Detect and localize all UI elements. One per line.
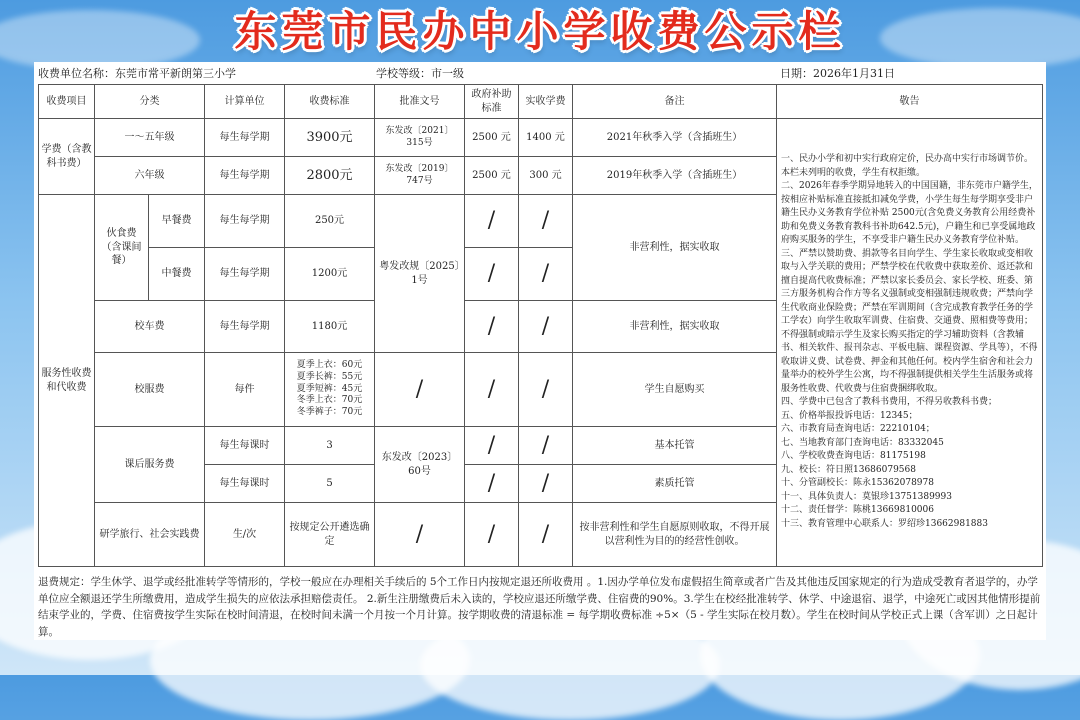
header-row <box>39 85 1043 119</box>
slash-mark: / <box>519 503 573 567</box>
slash-mark: / <box>375 503 465 567</box>
slash-mark: / <box>465 195 519 248</box>
table-row <box>39 119 1043 157</box>
school-grade: 学校等级：市一级 <box>376 67 464 80</box>
fee-unit: 每生每学期 <box>205 195 285 248</box>
slash-mark: / <box>519 195 573 248</box>
slash-mark: / <box>465 427 519 465</box>
header-unit: 计算单位 <box>205 85 285 119</box>
notice-line: 十二、责任督学：陈桃13669810006 <box>781 505 934 515</box>
tuition-item: 学费（含教科书费） <box>39 119 95 195</box>
fee-unit: 每生每课时 <box>205 465 285 503</box>
page-title: 东莞市民办中小学收费公示栏 <box>234 7 846 56</box>
uniform-prices <box>285 353 375 427</box>
notice-line: 六、市教育局查询电话：22210104； <box>781 424 935 434</box>
slash-mark: / <box>519 248 573 301</box>
after-school-remark: 素质托管 <box>573 465 777 503</box>
uniform-price: 夏季长裤：55元 <box>296 371 363 382</box>
header-actual: 实收学费 <box>519 85 573 119</box>
tuition-remark: 2019年秋季入学（含插班生） <box>573 157 777 195</box>
breakfast-fee: 早餐费 <box>149 195 205 248</box>
notice-line: 十、分管副校长：陈永15362078978 <box>781 478 934 488</box>
notice-line: 九、校长：符日照13686079568 <box>781 464 916 475</box>
tuition-standard: 2800元 <box>285 157 375 195</box>
slash-mark: / <box>519 353 573 427</box>
study-tour-fee: 研学旅行、社会实践费 <box>95 503 205 567</box>
notice-line: 二、2026年春季学期异地转入的中国国籍，非东莞市户籍学生，按相应补贴标准直接抵扣减免学费，小学生每生每学期享受非户籍生民办义务教育学位补贴 2500元(含免费义务教育公用经费补助和免费义务教育教科书补助642.5元)，户籍生和已享受属地政府购买服务的学生，不享受非户籍生民办义务教育学位补贴。 <box>781 181 1038 245</box>
fee-standard: 1180元 <box>285 301 375 353</box>
fee-standard: 250元 <box>285 195 375 248</box>
fee-unit: 每生每学期 <box>205 248 285 301</box>
tuition-doc: 东发改〔2021〕315号 <box>375 119 465 157</box>
uniform-remark: 学生自愿购买 <box>573 353 777 427</box>
tuition-subsidy: 2500 元 <box>465 157 519 195</box>
slash-mark: / <box>375 353 465 427</box>
refund-rules: 退费规定：学生休学、退学或经批准转学等情形的，学校一般应在办理相关手续后的 5个工作日内按规定退还所收费用 。1.因办学单位发布虚假招生简章或者广告及其他违反国家规定的行为造成受教育者退学的，办学单位应全额退还学生所缴费用，造成学生损失的应依法承担赔偿责任。 2.新生注册缴费后未入读的，学校应退还所缴学费、住宿费的90%。3.学生在校经批准转学、休学、中途退宿、退学，中途死亡或因其他情形提前结束学业的，学费、住宿费按学生实际在校时间清退，在校时间未满一个月按一个月计算。按学期收费的清退标准 = 每学期收费标准 ÷5×（5 - 学生实际在校月数）。学生在校时间从学校正式上课（含军训）之日起计算。 <box>38 576 1041 638</box>
notice-line: 三、严禁以赞助费、捐款等名目向学生、学生家长收取或变相收取与入学关联的费用；严禁学校在代收费中获取差价、返还款和擅自提高代收费标准；严禁以家长委员会、家长学校、班委、第三方服务机构合作方等名义强制或变相强制违规收费；严禁向学生代收商业保险费；严禁在军训期间（含完成教育教学任务的学工学农）向学生收取军训费、住宿费、交通费、照相费等费用；不得强制或暗示学生及家长购买指定的学习辅助资料（含教辅书、相关软件、报刊杂志、平板电脑、课程资源、学具等），不得收取讲义费、试卷费、押金和其他任何。校内学生宿舍和社会力量举办的校外学生公寓，均不得强制提供相关学生生活服务或将服务性收费、代收费与住宿费捆绑收取。 <box>781 248 1038 394</box>
header-doc: 批准文号 <box>375 85 465 119</box>
tuition-unit: 每生每学期 <box>205 119 285 157</box>
fee-standard: 5 <box>285 465 375 503</box>
slash-mark: / <box>465 353 519 427</box>
header-subsidy: 政府补助标准 <box>465 85 519 119</box>
fee-table <box>38 84 1043 567</box>
fee-unit: 生/次 <box>205 503 285 567</box>
slash-mark: / <box>519 427 573 465</box>
uniform-fee: 校服费 <box>95 353 205 427</box>
slash-mark: / <box>465 503 519 567</box>
lunch-fee: 中餐费 <box>149 248 205 301</box>
fee-unit: 每生每课时 <box>205 427 285 465</box>
after-school-doc: 东发改〔2023〕60号 <box>375 427 465 503</box>
slash-mark: / <box>465 301 519 353</box>
notice-line: 五、价格举报投诉电话：12345； <box>781 410 918 421</box>
slash-mark: / <box>519 465 573 503</box>
notice-date: 日期：2026年1月31日 <box>780 67 895 80</box>
fee-unit: 每件 <box>205 353 285 427</box>
slash-mark: / <box>465 248 519 301</box>
tuition-actual: 1400 元 <box>519 119 573 157</box>
unit-name: 收费单位名称：东莞市常平新朗第三小学 <box>38 67 236 80</box>
notice-line: 十一、具体负责人：莫银珍13751389993 <box>781 491 952 502</box>
study-tour-remark: 按非营利性和学生自愿原则收取，不得开展以营利性为目的的经营性创收。 <box>573 503 777 567</box>
uniform-price: 夏季上衣：60元 <box>296 360 363 371</box>
tuition-subsidy: 2500 元 <box>465 119 519 157</box>
bus-remark: 非营利性，据实收取 <box>573 301 777 353</box>
meal-label: 伙食费（含课间餐） <box>95 195 149 301</box>
uniform-price: 冬季上衣：70元 <box>296 395 363 406</box>
tuition-grade-6: 六年级 <box>95 157 205 195</box>
uniform-price: 夏季短裤：45元 <box>296 383 363 394</box>
notice-line: 四、学费中已包含了教科书费用，不得另收教科书费； <box>781 397 998 407</box>
after-school-remark: 基本托管 <box>573 427 777 465</box>
header-remark: 备注 <box>573 85 777 119</box>
tuition-remark: 2021年秋季入学（含插班生） <box>573 119 777 157</box>
after-school-fee: 课后服务费 <box>95 427 205 503</box>
tuition-actual: 300 元 <box>519 157 573 195</box>
notice-line: 八、学校收费查询电话：81175198 <box>781 451 926 461</box>
tuition-standard: 3900元 <box>285 119 375 157</box>
notice-board <box>34 62 1046 640</box>
notice-cell <box>777 119 1043 567</box>
fee-unit: 每生每学期 <box>205 301 285 353</box>
service-item: 服务性收费和代收费 <box>39 195 95 567</box>
slash-mark: / <box>519 301 573 353</box>
tuition-unit: 每生每学期 <box>205 157 285 195</box>
notice-line: 七、当地教育部门查询电话：83332045 <box>781 437 944 448</box>
header-item: 收费项目 <box>39 85 95 119</box>
bus-fee: 校车费 <box>95 301 205 353</box>
slash-mark: / <box>465 465 519 503</box>
tuition-doc: 东发改〔2019〕747号 <box>375 157 465 195</box>
header-notice: 敬告 <box>777 85 1043 119</box>
notice-line: 十三、教育管理中心联系人：罗绍珍13662981883 <box>781 518 988 529</box>
uniform-price: 冬季裤子：70元 <box>296 407 363 418</box>
header-standard: 收费标准 <box>285 85 375 119</box>
meal-doc: 粤发改规〔2025〕1号 <box>375 195 465 353</box>
fee-standard: 1200元 <box>285 248 375 301</box>
header-category: 分类 <box>95 85 205 119</box>
tuition-grade-1-5: 一～五年级 <box>95 119 205 157</box>
fee-standard: 3 <box>285 427 375 465</box>
meal-remark: 非营利性，据实收取 <box>573 195 777 301</box>
fee-standard: 按规定公开遴选确定 <box>285 503 375 567</box>
notice-line: 一、民办小学和初中实行政府定价，民办高中实行市场调节价。本栏未列明的收费，学生有权拒缴。 <box>781 154 1034 178</box>
